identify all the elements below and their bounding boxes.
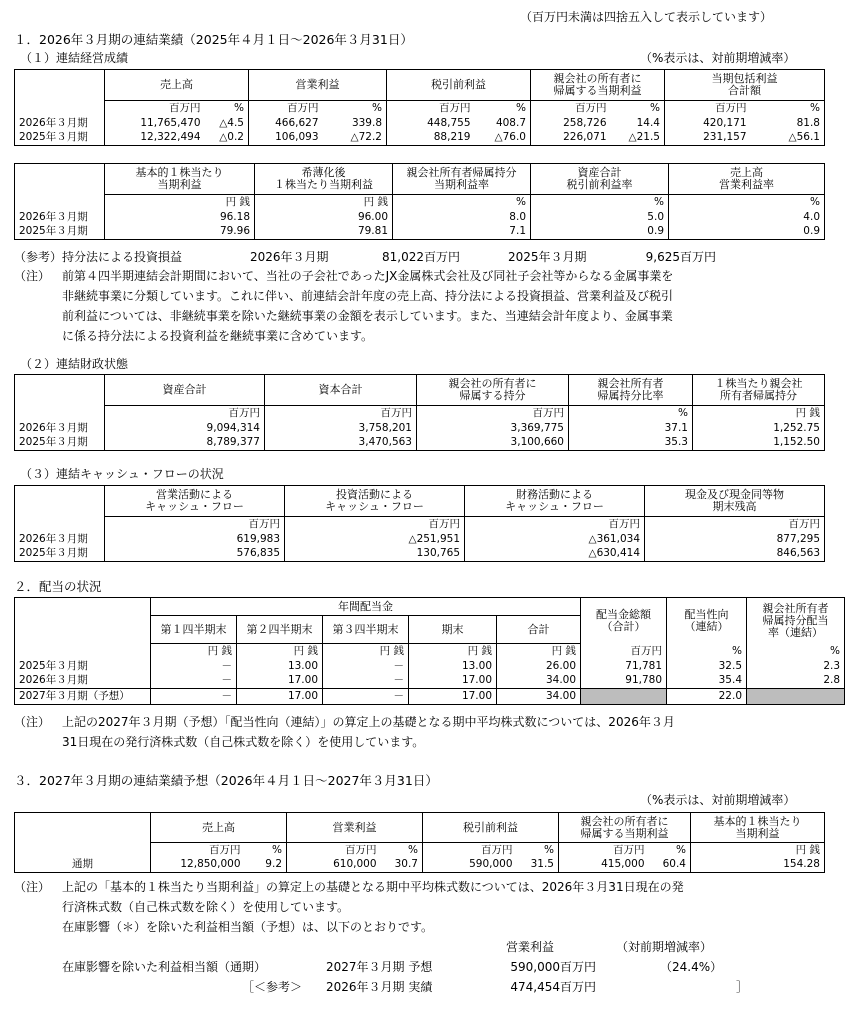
value-cell: 91,780 xyxy=(581,674,667,689)
unit-cell: % xyxy=(245,843,287,858)
value-cell: 2.8 xyxy=(747,674,845,689)
header-text: 営業活動による xyxy=(156,488,233,501)
header-text: 営業利益 xyxy=(295,78,340,91)
value-cell: 408.7 xyxy=(475,116,531,131)
header-cash-end xyxy=(645,486,825,517)
value-cell: △56.1 xyxy=(751,131,825,146)
header-net-sales xyxy=(151,813,287,843)
subsection-operating-results-title: （１）連結経営成績 xyxy=(20,51,129,65)
value-cell: 71,781 xyxy=(581,659,667,674)
header-operating-income xyxy=(249,70,387,101)
header-operating-cf xyxy=(105,486,285,517)
value-cell: 846,563 xyxy=(645,547,825,562)
unit-cell: 円 銭 xyxy=(105,195,255,210)
value-cell: 30.7 xyxy=(381,858,423,873)
unit-cell: 百万円 xyxy=(105,406,265,421)
value-cell: △72.2 xyxy=(323,131,387,146)
row-label: 2026年３月期 xyxy=(15,210,105,225)
header-roa xyxy=(531,164,669,195)
value-cell: － xyxy=(151,659,237,674)
value-cell: 8,789,377 xyxy=(105,436,265,451)
value-cell: 96.00 xyxy=(255,210,393,225)
value-cell: △21.5 xyxy=(611,131,665,146)
header-text: 当期包括利益 xyxy=(711,72,778,85)
note-line: 在庫影響（＊）を除いた利益相当額（予想）は、以下のとおりです。 xyxy=(62,920,434,934)
value-cell: △630,414 xyxy=(465,547,645,562)
value-cell: 9,094,314 xyxy=(105,421,265,436)
value-cell: 5.0 xyxy=(531,210,669,225)
header-text: 所有者帰属持分 xyxy=(720,389,797,402)
inv-row2-open: ［＜参考＞ xyxy=(242,980,303,994)
shaded-cell xyxy=(581,689,667,705)
value-cell: 37.1 xyxy=(569,421,693,436)
section1-title: １．2026年３月期の連結業績（2025年４月１日～2026年３月31日） xyxy=(14,32,413,47)
header-total-equity xyxy=(265,375,417,406)
header-text: 営業利益 xyxy=(332,820,377,834)
header-equity-ratio xyxy=(569,375,693,406)
table-row xyxy=(15,674,845,689)
header-text: 売上高 xyxy=(202,820,235,834)
note-line: 前利益については、非継続事業を除いた継続事業の金額を表示しています。また、当連結会計年度より、金属事業 xyxy=(62,309,673,323)
value-cell: 96.18 xyxy=(105,210,255,225)
section2-title: ２．配当の状況 xyxy=(14,579,102,594)
row-label: 2026年３月期 xyxy=(15,421,105,436)
value-cell: 88,219 xyxy=(387,131,475,146)
inv-row1-period: 2027年３月期 予想 xyxy=(326,960,433,974)
header-text: 基本的１株当たり xyxy=(713,814,802,828)
unit-cell: 百万円 xyxy=(287,843,381,858)
equity-method-label: （参考）持分法による投資損益 xyxy=(14,250,183,264)
header-text: キャッシュ・フロー xyxy=(505,500,604,513)
unit-cell: 百万円 xyxy=(265,406,417,421)
value-cell: 34.00 xyxy=(497,689,581,705)
header-text: １株当たり親会社 xyxy=(714,377,803,390)
cash-flow-table xyxy=(14,485,825,562)
value-cell: － xyxy=(323,674,409,689)
header-text: 財務活動による xyxy=(516,488,593,501)
row-label: 2025年３月期 xyxy=(15,131,105,146)
unit-cell: % xyxy=(323,101,387,116)
header-text: キャッシュ・フロー xyxy=(145,500,244,513)
header-text: 率（連結） xyxy=(768,625,824,639)
row-label: 2025年３月期 xyxy=(15,547,105,562)
header-text: 親会社所有者 xyxy=(597,377,664,390)
inv-row2-period: 2026年３月期 実績 xyxy=(326,980,433,994)
equity-method-value-1: 81,022百万円 xyxy=(382,250,460,264)
note-line: 上記の2027年３月期（予想）「配当性向（連結）」の算定上の基礎となる期中平均株式数については、2026年３月 xyxy=(62,715,675,729)
header-text: 税引前利益率 xyxy=(566,178,633,191)
value-cell: 130,765 xyxy=(285,547,465,562)
value-cell: 12,850,000 xyxy=(151,858,245,873)
row-label: 通期 xyxy=(15,858,151,873)
unit-cell: 円 銭 xyxy=(151,644,237,659)
value-cell: 79.81 xyxy=(255,225,393,240)
header-diluted-eps xyxy=(255,164,393,195)
table-row xyxy=(15,421,825,436)
unit-cell: % xyxy=(517,843,559,858)
unit-cell: % xyxy=(393,195,531,210)
percent-note: （%表示は、対前期増減率） xyxy=(640,793,796,807)
value-cell: 448,755 xyxy=(387,116,475,131)
dividends-table xyxy=(14,597,845,705)
header-text: 配当性向 xyxy=(684,607,729,621)
value-cell: 3,100,660 xyxy=(417,436,569,451)
rounding-note: （百万円未満は四捨五入して表示しています） xyxy=(520,10,773,24)
value-cell: 3,758,201 xyxy=(265,421,417,436)
header-text: 現金及び現金同等物 xyxy=(685,488,784,501)
value-cell: 466,627 xyxy=(249,116,323,131)
unit-cell: 百万円 xyxy=(387,101,475,116)
inv-row1-rate: （24.4%） xyxy=(660,960,723,974)
value-cell: 0.9 xyxy=(669,225,825,240)
note-line: 31日現在の発行済株式数（自己株式数を除く）を使用しています。 xyxy=(62,735,425,749)
inv-row1-value: 590,000百万円 xyxy=(510,960,596,974)
note-line: 上記の「基本的１株当たり当期利益」の算定上の基礎となる期中平均株式数については、2026年３月31日現在の発 xyxy=(62,880,684,894)
value-cell: 154.28 xyxy=(691,858,825,873)
row-label: 2025年３月期 xyxy=(15,659,151,674)
header-year-end: 期末 xyxy=(409,616,497,644)
value-cell: △361,034 xyxy=(465,532,645,547)
unit-cell: 百万円 xyxy=(417,406,569,421)
row-label: 2025年３月期 xyxy=(15,436,105,451)
header-roe xyxy=(393,164,531,195)
value-cell: 26.00 xyxy=(497,659,581,674)
value-cell: 877,295 xyxy=(645,532,825,547)
unit-cell: % xyxy=(205,101,249,116)
header-profit-attributable xyxy=(531,70,665,101)
value-cell: △4.5 xyxy=(205,116,249,131)
header-text: １株当たり当期利益 xyxy=(274,178,373,191)
header-blank xyxy=(15,375,105,406)
equity-method-value-2: 9,625百万円 xyxy=(645,250,716,264)
unit-cell: % xyxy=(531,195,669,210)
unit-cell: 円 銭 xyxy=(409,644,497,659)
unit-cell: 百万円 xyxy=(581,644,667,659)
header-investing-cf xyxy=(285,486,465,517)
value-cell: 79.96 xyxy=(105,225,255,240)
value-cell: 17.00 xyxy=(409,689,497,705)
header-text: 親会社の所有者に xyxy=(553,72,642,85)
value-cell: 17.00 xyxy=(237,674,323,689)
value-cell: 231,157 xyxy=(665,131,751,146)
value-cell: 22.0 xyxy=(667,689,747,705)
row-label: 2025年３月期 xyxy=(15,225,105,240)
header-text: 税引前利益 xyxy=(431,78,486,91)
unit-cell: 百万円 xyxy=(105,517,285,532)
header-text: 当期利益率 xyxy=(434,178,489,191)
note-label: （注） xyxy=(14,269,51,283)
unit-cell: 百万円 xyxy=(465,517,645,532)
header-net-sales xyxy=(105,70,249,101)
unit-cell: % xyxy=(569,406,693,421)
value-cell: － xyxy=(151,674,237,689)
subsection-financial-position-title: （２）連結財政状態 xyxy=(20,357,129,371)
unit-cell: % xyxy=(381,843,423,858)
unit-cell: % xyxy=(611,101,665,116)
header-text: 帰属する持分 xyxy=(459,389,526,402)
unit-cell: 百万円 xyxy=(423,843,517,858)
inv-col-rate: （対前期増減率） xyxy=(616,940,713,954)
value-cell: 17.00 xyxy=(409,674,497,689)
unit-cell: % xyxy=(649,843,691,858)
header-annual-dividends: 年間配当金 xyxy=(151,598,581,616)
unit-blank xyxy=(15,195,105,210)
value-cell: 610,000 xyxy=(287,858,381,873)
unit-blank xyxy=(15,517,105,532)
header-text: 親会社の所有者に xyxy=(448,377,537,390)
table-row xyxy=(15,436,825,451)
header-payout-ratio xyxy=(667,598,747,644)
value-cell: 14.4 xyxy=(611,116,665,131)
unit-cell: 百万円 xyxy=(531,101,611,116)
unit-cell: 円 銭 xyxy=(237,644,323,659)
unit-blank xyxy=(15,406,105,421)
header-text: 税引前利益 xyxy=(463,820,518,834)
value-cell: 1,152.50 xyxy=(693,436,825,451)
unit-cell: 百万円 xyxy=(559,843,649,858)
value-cell: 35.3 xyxy=(569,436,693,451)
header-comprehensive-income xyxy=(665,70,825,101)
value-cell: 2.3 xyxy=(747,659,845,674)
note-line: 行済株式数（自己株式数を除く）を使用しています。 xyxy=(62,900,350,914)
header-text: 売上高 xyxy=(160,78,193,91)
header-blank xyxy=(15,813,151,843)
unit-cell: 百万円 xyxy=(285,517,465,532)
unit-cell: % xyxy=(669,195,825,210)
header-q2: 第２四半期末 xyxy=(237,616,323,644)
header-total-assets xyxy=(105,375,265,406)
shaded-cell xyxy=(747,689,845,705)
value-cell: 1,252.75 xyxy=(693,421,825,436)
header-text: 親会社所有者 xyxy=(762,601,829,615)
row-label: 2026年３月期 xyxy=(15,674,151,689)
header-text: 帰属する当期利益 xyxy=(553,84,642,97)
value-cell: 590,000 xyxy=(423,858,517,873)
unit-cell: % xyxy=(751,101,825,116)
unit-cell: 円 銭 xyxy=(255,195,393,210)
table-row xyxy=(15,547,825,562)
financial-position-table xyxy=(14,374,825,451)
table-row xyxy=(15,210,825,225)
header-text: 合計額 xyxy=(728,84,761,97)
operating-results-table xyxy=(14,69,825,146)
header-q3: 第３四半期末 xyxy=(323,616,409,644)
value-cell: 31.5 xyxy=(517,858,559,873)
table-row xyxy=(15,689,845,705)
note-line: 非継続事業に分類しています。これに伴い、前連結会計年度の売上高、持分法による投資損益、営業利益及び税引 xyxy=(62,289,674,303)
header-text: 親会社の所有者に xyxy=(580,814,669,828)
header-equity-attributable xyxy=(417,375,569,406)
inv-row2-value: 474,454百万円 xyxy=(510,980,596,994)
value-cell: 226,071 xyxy=(531,131,611,146)
value-cell: 13.00 xyxy=(237,659,323,674)
unit-cell: 百万円 xyxy=(249,101,323,116)
value-cell: △76.0 xyxy=(475,131,531,146)
note-line: 前第４四半期連結会計期間において、当社の子会社であったJX金属株式会社及び同社子会社等からなる金属事業を xyxy=(62,269,674,283)
header-text: 期末残高 xyxy=(712,500,757,513)
header-blank xyxy=(15,164,105,195)
unit-cell: % xyxy=(667,644,747,659)
value-cell: 420,171 xyxy=(665,116,751,131)
header-text: 売上高 xyxy=(730,166,763,179)
value-cell: 339.8 xyxy=(323,116,387,131)
inv-row2-close: ］ xyxy=(736,980,749,994)
table-row xyxy=(15,131,825,146)
header-text: 投資活動による xyxy=(336,488,413,501)
value-cell: 3,369,775 xyxy=(417,421,569,436)
value-cell: 106,093 xyxy=(249,131,323,146)
unit-cell: 百万円 xyxy=(645,517,825,532)
percent-note: （%表示は、対前期増減率） xyxy=(640,51,796,65)
note-line: に係る持分法による投資利益を継続事業に含めています。 xyxy=(62,329,374,343)
header-basic-eps xyxy=(691,813,825,843)
header-text: キャッシュ・フロー xyxy=(325,500,424,513)
value-cell: 415,000 xyxy=(559,858,649,873)
header-financing-cf xyxy=(465,486,645,517)
unit-cell: 円 銭 xyxy=(691,843,825,858)
value-cell: 35.4 xyxy=(667,674,747,689)
row-label: 2026年３月期 xyxy=(15,532,105,547)
unit-blank xyxy=(15,843,151,858)
header-total-dividend xyxy=(581,598,667,644)
unit-cell: 円 銭 xyxy=(693,406,825,421)
unit-cell: 円 銭 xyxy=(497,644,581,659)
header-text: 帰属持分配当 xyxy=(762,613,829,627)
header-blank xyxy=(15,486,105,517)
unit-blank xyxy=(15,644,151,659)
value-cell: 11,765,470 xyxy=(105,116,205,131)
header-dividend-on-equity xyxy=(747,598,845,644)
header-blank xyxy=(15,616,151,644)
header-blank xyxy=(15,598,151,616)
value-cell: 9.2 xyxy=(245,858,287,873)
header-text: 親会社所有者帰属持分 xyxy=(406,166,517,179)
value-cell: 81.8 xyxy=(751,116,825,131)
table-row xyxy=(15,659,845,674)
value-cell: 8.0 xyxy=(393,210,531,225)
unit-cell: 円 銭 xyxy=(323,644,409,659)
inv-col-operating-income: 営業利益 xyxy=(506,940,555,954)
header-equity-per-share xyxy=(693,375,825,406)
value-cell: 4.0 xyxy=(669,210,825,225)
header-text: （合計） xyxy=(601,619,646,633)
value-cell: 60.4 xyxy=(649,858,691,873)
table-row xyxy=(15,116,825,131)
value-cell: 3,470,563 xyxy=(265,436,417,451)
value-cell: － xyxy=(323,689,409,705)
section3-title: ３．2027年３月期の連結業績予想（2026年４月１日～2027年３月31日） xyxy=(14,773,438,788)
value-cell: 7.1 xyxy=(393,225,531,240)
equity-method-period-1: 2026年３月期 xyxy=(250,250,329,264)
table-row xyxy=(15,225,825,240)
header-profit-attributable xyxy=(559,813,691,843)
header-q1: 第１四半期末 xyxy=(151,616,237,644)
header-basic-eps xyxy=(105,164,255,195)
value-cell: 13.00 xyxy=(409,659,497,674)
inv-row1-label: 在庫影響を除いた利益相当額（通期） xyxy=(62,960,267,974)
value-cell: △251,951 xyxy=(285,532,465,547)
header-text: 資産合計 xyxy=(577,166,622,179)
note-label: （注） xyxy=(14,715,51,729)
value-cell: 576,835 xyxy=(105,547,285,562)
forecast-table xyxy=(14,812,825,873)
row-label: 2027年３月期（予想） xyxy=(15,689,151,705)
header-text: 当期利益 xyxy=(157,178,202,191)
header-text: 帰属する当期利益 xyxy=(580,826,669,840)
note-label: （注） xyxy=(14,880,51,894)
header-text: 帰属持分比率 xyxy=(597,389,664,402)
unit-cell: % xyxy=(747,644,845,659)
value-cell: － xyxy=(323,659,409,674)
header-text: 資本合計 xyxy=(318,383,363,396)
header-blank xyxy=(15,70,105,101)
unit-cell: % xyxy=(475,101,531,116)
header-operating-margin xyxy=(669,164,825,195)
unit-blank xyxy=(15,101,105,116)
value-cell: 17.00 xyxy=(237,689,323,705)
unit-cell: 百万円 xyxy=(665,101,751,116)
header-text: 営業利益率 xyxy=(719,178,774,191)
subsection-cash-flow-title: （３）連結キャッシュ・フローの状況 xyxy=(20,467,224,481)
value-cell: △0.2 xyxy=(205,131,249,146)
unit-cell: 百万円 xyxy=(151,843,245,858)
header-text: 基本的１株当たり xyxy=(135,166,224,179)
value-cell: － xyxy=(151,689,237,705)
header-text: 希薄化後 xyxy=(301,166,346,179)
header-text: 配当金総額 xyxy=(596,607,652,621)
header-profit-before-tax xyxy=(387,70,531,101)
per-share-table xyxy=(14,163,825,240)
value-cell: 32.5 xyxy=(667,659,747,674)
row-label: 2026年３月期 xyxy=(15,116,105,131)
header-operating-income xyxy=(287,813,423,843)
unit-cell: 百万円 xyxy=(105,101,205,116)
header-text: 資産合計 xyxy=(162,383,207,396)
table-row xyxy=(15,532,825,547)
value-cell: 0.9 xyxy=(531,225,669,240)
table-row xyxy=(15,858,825,873)
value-cell: 619,983 xyxy=(105,532,285,547)
header-text: （連結） xyxy=(684,619,729,633)
header-total: 合計 xyxy=(497,616,581,644)
header-text: 当期利益 xyxy=(735,826,780,840)
value-cell: 34.00 xyxy=(497,674,581,689)
value-cell: 258,726 xyxy=(531,116,611,131)
value-cell: 12,322,494 xyxy=(105,131,205,146)
equity-method-period-2: 2025年３月期 xyxy=(508,250,587,264)
header-profit-before-tax xyxy=(423,813,559,843)
